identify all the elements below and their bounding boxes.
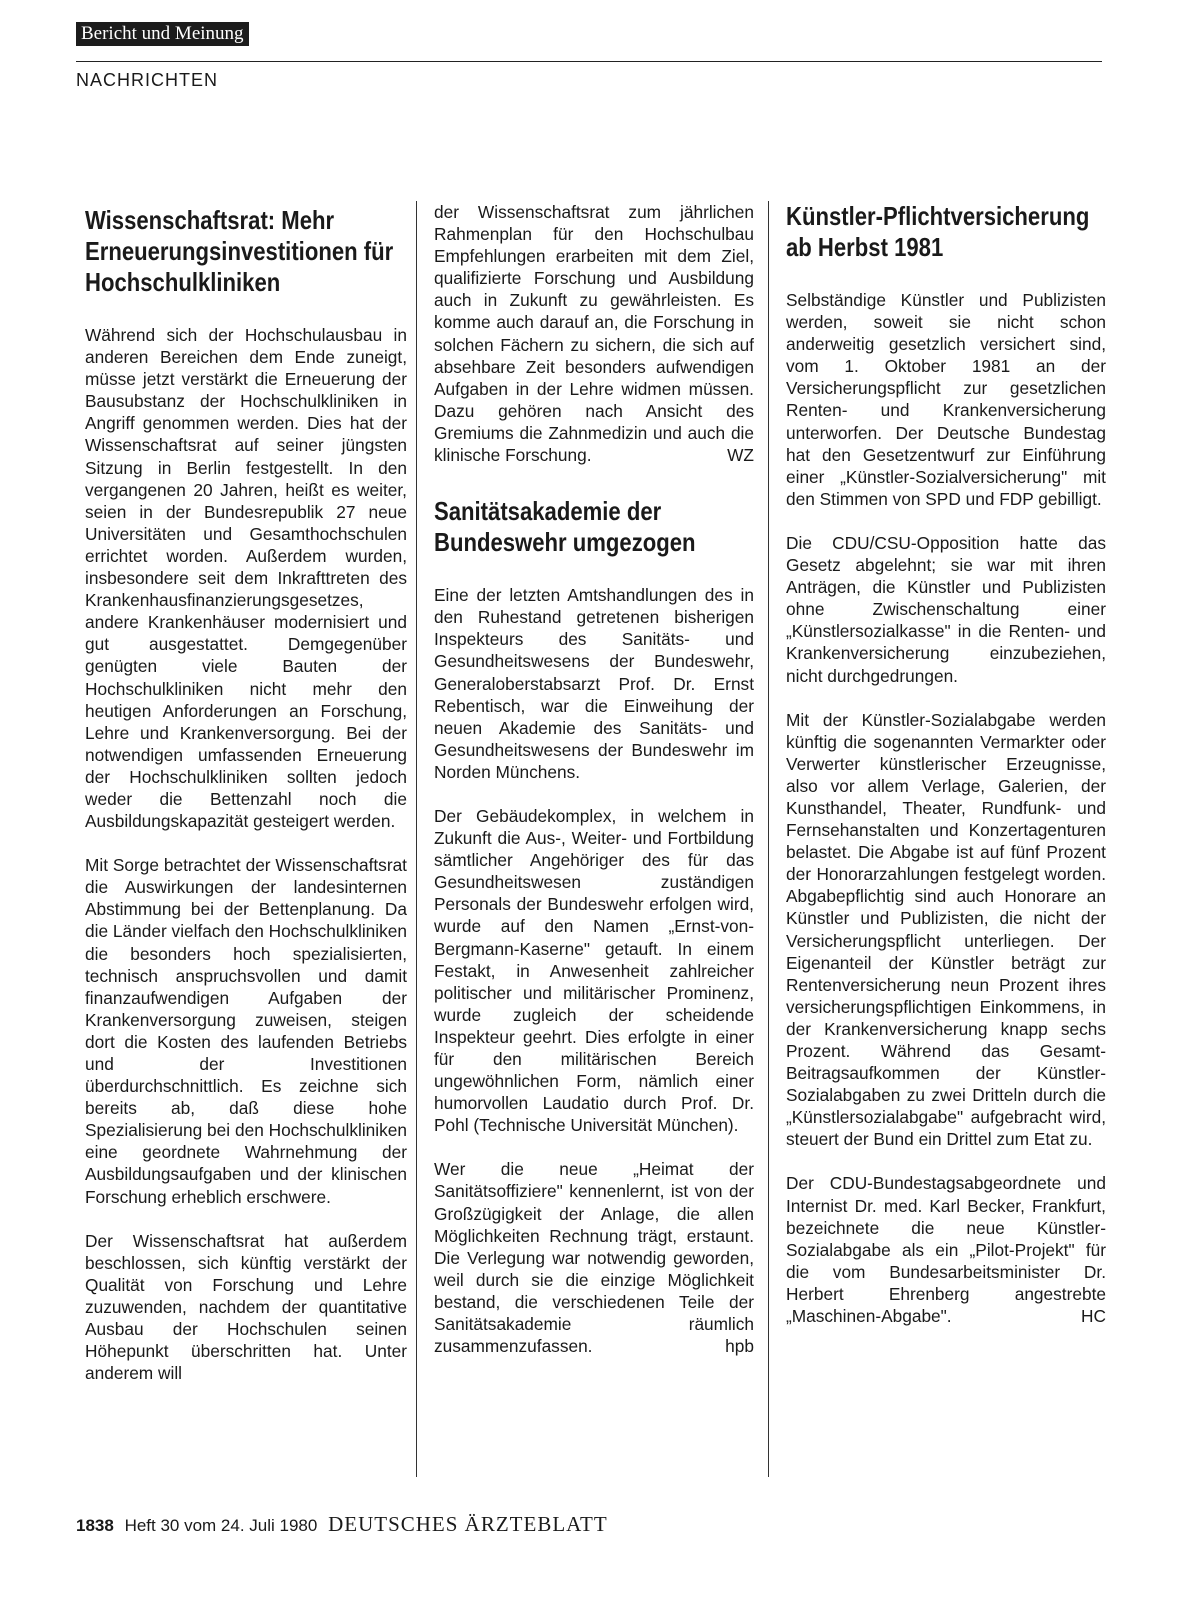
column-divider — [768, 201, 769, 1477]
article-paragraph: Während sich der Hochschulausbau in anderen Bereichen dem Ende zuneigt, müsse jetzt verstärkt die Erneuerung der Bausubstanz der Hochschulkliniken in Angriff genommen werden. Dies hat der Wissenschaftsrat auf seiner jüngsten Sitzung in Berlin festgestellt. In den vergangenen 20 Jahren, heißt es weiter, seien in der Bundesrepublik 27 neue Universitäten und Gesamthochschulen errichtet worden. Außerdem wurden, insbesondere seit dem Inkrafttreten des Krankenhausfinanzierungsgesetzes, andere Krankenhäuser modernisiert und gut ausgestattet. Demgegenüber genügten viele Bauten der Hochschulkliniken nicht mehr den heutigen Anforderungen an Forschung, Lehre und Krankenversorgung. Bei der notwendigen umfassenden Erneuerung der Hochschulkliniken sollten jedoch weder die Bettenzahl noch die Ausbildungskapazität gesteigert werden. — [85, 325, 407, 832]
column-3 — [786, 201, 1106, 1349]
issue-info: Heft 30 vom 24. Juli 1980 — [124, 1516, 318, 1535]
article-paragraph-text: Der CDU-Bundestagsabgeordnete und Internist Dr. med. Karl Becker, Frankfurt, bezeichnete die neue Künstler-Sozialabgabe als ein „Pilot-Projekt" für die vom Bundesarbeitsminister Dr. Herbert Ehrenberg angestrebte „Maschinen-Abgabe". — [786, 1173, 1106, 1327]
author-signature: HC — [1081, 1306, 1106, 1327]
magazine-title: DEUTSCHES ÄRZTEBLATT — [328, 1512, 608, 1536]
author-signature: WZ — [727, 445, 754, 466]
article-paragraph: Selbständige Künstler und Publizisten werden, soweit sie nicht schon anderweitig gesetzlich versichert sind, vom 1. Oktober 1981 an der Versicherungspflicht zur gesetzlichen Renten- und Krankenversicherung unterworfen. Der Deutsche Bundestag hat den Gesetzentwurf zur Einführung einer „Künstler-Sozialversicherung" mit den Stimmen von SPD und FDP gebilligt. — [786, 290, 1106, 509]
column-2 — [434, 201, 754, 1379]
article-paragraph: Mit der Künstler-Sozialabgabe werden künftig die sogenannten Vermarkter oder Verwerter künstlerischer Erzeugnisse, also vor allem Verlage, Galerien, der Kunsthandel, Theater, Rundfunk- und Fernsehanstalten und Konzertagenturen belastet. Die Abgabe ist auf fünf Prozent der Honorarzahlungen festgelegt worden. Abgabepflichtig sind auch Honorare an Künstler und Publizisten, die nicht der Versicherungspflicht unterliegen. Der Eigenanteil der Künstler beträgt zur Rentenversicherung neun Prozent ihres versicherungspflichtigen Einkommens, in der Krankenversicherung knapp sechs Prozent. Während das Gesamt-Beitragsaufkommen der Künstler-Sozialabgaben zu zwei Dritteln durch die „Künstlersozialabgabe" aufgebracht wird, steuert der Bund ein Drittel zum Etat zu. — [786, 709, 1106, 1150]
article-paragraph — [434, 201, 754, 466]
article-paragraph: Mit Sorge betrachtet der Wissenschaftsrat die Auswirkungen der landesinternen Abstimmung bei der Bettenplanung. Da die Länder vielfach den Hochschulkliniken die besonders hoch spezialisierten, technisch anspruchsvollen und damit finanzaufwendigen Aufgaben der Krankenversorgung zuweisen, steigen dort die Kosten des laufenden Betriebs und der Investitionen überdurchschnittlich. Es zeichne sich bereits ab, daß diese hohe Spezialisierung bei den Hochschulkliniken eine geordnete Wahrnehmung der Ausbildungsaufgaben und der klinischen Forschung erheblich erschwere. — [85, 855, 407, 1207]
column-divider — [416, 201, 417, 1477]
article-paragraph-continued: der Wissenschaftsrat zum jährlichen Rahmenplan für den Hochschulbau Empfehlungen erarbeiten mit dem Ziel, qualifizierte Forschung und Ausbildung auch in Zukunft zu gewährleisten. Es komme auch darauf an, die Forschung in solchen Fächern zu sichern, die sich auf absehbare Zeit besonders aufwendigen Aufgaben in der Lehre widmen müssen. Dazu gehören nach Ansicht des Gremiums die Zahnmedizin und auch die klinische Forschung. — [434, 202, 754, 466]
article-paragraph: Der Wissenschaftsrat hat außerdem beschlossen, sich künftig verstärkt der Qualität von Forschung und Lehre zuzuwenden, nachdem der quantitative Ausbau der Hochschulen seinen Höhepunkt überschritten hat. Unter anderem will — [85, 1230, 407, 1384]
author-signature: hpb — [725, 1336, 754, 1357]
article-headline: Wissenschaftsrat: Mehr Erneuerungsinvestitionen für Hochschulkliniken — [85, 205, 394, 297]
page-footer — [76, 1512, 608, 1537]
section-tag: Bericht und Meinung — [76, 22, 249, 46]
article-paragraph — [434, 1158, 754, 1357]
article-paragraph: Eine der letzten Amtshandlungen des in den Ruhestand getretenen bisherigen Inspekteurs des Sanitäts- und Gesundheitswesens der Bundeswehr, Generaloberstabsarzt Prof. Dr. Ernst Rebentisch, war die Einweihung der neuen Akademie des Sanitäts- und Gesundheitswesens der Bundeswehr im Norden Münchens. — [434, 585, 754, 782]
section-label: NACHRICHTEN — [76, 70, 219, 90]
article-paragraph: Der Gebäudekomplex, in welchem in Zukunft die Aus-, Weiter- und Fortbildung sämtlicher Angehöriger des für das Gesundheitswesen zuständigen Personals der Bundeswehr erfolgen wird, wurde auf den Namen „Ernst-von-Bergmann-Kaserne" getauft. In einem Festakt, in Anwesenheit zahlreicher politischer und militärischer Prominenz, wurde zugleich der scheidende Inspekteur geehrt. Dies erfolgte in einer für den militärischen Bereich ungewöhnlichen Form, nämlich einer humorvollen Laudatio durch Prof. Dr. Pohl (Technische Universität München). — [434, 805, 754, 1136]
column-1 — [85, 205, 407, 1406]
header-rule — [76, 61, 1102, 62]
article-headline: Sanitätsakademie der Bundeswehr umgezogen — [434, 496, 696, 558]
page-number: 1838 — [76, 1516, 114, 1535]
article-paragraph-text: Wer die neue „Heimat der Sanitätsoffiziere" kennenlernt, ist von der Großzügigkeit der Anlage, die allen Möglichkeiten Rechnung trägt, erstaunt. Die Verlegung war notwendig geworden, weil durch sie die einzige Möglichkeit bestand, die verschiedenen Teile der Sanitätsakademie räumlich zusammenzufassen. — [434, 1159, 754, 1357]
article-headline: Künstler-Pflichtversicherung ab Herbst 1981 — [786, 201, 1090, 262]
article-paragraph — [786, 1172, 1106, 1327]
article-paragraph: Die CDU/CSU-Opposition hatte das Gesetz abgelehnt; sie war mit ihren Anträgen, die Künstler und Publizisten ohne Zwischenschaltung einer „Künstlersozialkasse" in die Renten- und Krankenversicherung einzubeziehen, nicht durchgedrungen. — [786, 532, 1106, 686]
